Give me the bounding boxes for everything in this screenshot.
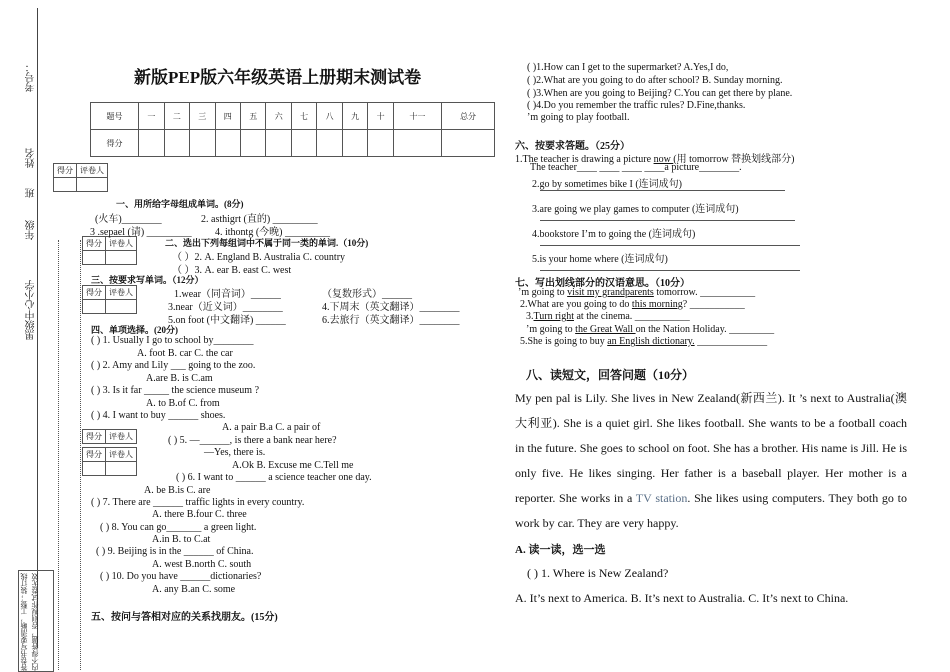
s7-2-underlined: this morning (631, 299, 683, 310)
score-cell[interactable] (190, 130, 215, 157)
q10-options: A. any B.an C. some (152, 584, 236, 595)
section-5-title: 五、按问与答相对应的关系找朋友。(15分) (91, 612, 278, 623)
section-7-title: 七、写出划线部分的汉语意思。（10分） (515, 278, 690, 289)
score-header: 五 (240, 103, 265, 130)
match-2: ( )2.What are you going to do after school? B. Sunday morning. (527, 75, 783, 86)
margin-ban: 班 (26, 188, 37, 198)
grader-name-cell[interactable] (106, 251, 137, 265)
section-2-title: 二、选出下列每组词中不属于同一类的单词.（10分) (165, 238, 369, 248)
q4: ( ) 4. I want to buy ______ shoes. (91, 410, 226, 421)
q9: ( ) 9. Beijing is in the ______ of China. (96, 546, 254, 557)
answer-line[interactable] (540, 270, 800, 271)
q9-options: A. west B.north C. south (152, 559, 252, 570)
s7-1-a: ’m going to (518, 287, 568, 298)
s7-1-b: tomorrow. ___________ (653, 287, 756, 298)
score-table (90, 102, 495, 157)
part-a-q1: ( ) 1. Where is New Zealand? (527, 566, 669, 580)
s7-1-underlined: visit my grandparents (567, 287, 654, 298)
s3-line1b: （复数形式）______ (322, 289, 412, 300)
grader-name-label: 评卷人 (77, 164, 108, 178)
grader-score-label: 得分 (83, 286, 106, 300)
score-cell[interactable] (139, 130, 164, 157)
s1-line2a: 3 .sepael (请) _________ (90, 227, 192, 238)
grader-name-cell[interactable] (106, 300, 137, 314)
score-cell[interactable] (393, 130, 441, 157)
s7-4-b: on the Nation Holiday. _________ (635, 324, 775, 335)
score-cell[interactable] (266, 130, 291, 157)
section-1-title: 一、用所给字母组成单词。(8分) (116, 199, 244, 209)
q8-options: A.in B. to C.at (152, 534, 211, 545)
score-cell[interactable] (164, 130, 189, 157)
q10: ( ) 10. Do you have ______dictionaries? (100, 571, 262, 582)
s6-q4: 4.bookstore I’m to going the (连词成句) (532, 229, 696, 240)
score-header: 九 (342, 103, 367, 130)
grader-box (82, 429, 137, 444)
grader-score-label: 得分 (83, 237, 106, 251)
score-cell[interactable] (240, 130, 265, 157)
grader-score-label: 得分 (54, 164, 77, 178)
passage-tv-station: TV station (635, 491, 688, 505)
q7: ( ) 7. There are ______ traffic lights in every country. (91, 497, 305, 508)
grader-name-cell[interactable] (77, 178, 108, 192)
section-8-title: 八、读短文，回答问题（10分） (526, 368, 695, 382)
s7-5-b: ______________ (694, 336, 768, 347)
score-header: 一 (139, 103, 164, 130)
margin-nianji: 年级 (26, 220, 37, 240)
answer-line[interactable] (540, 220, 795, 221)
score-header: 三 (190, 103, 215, 130)
s6-q3: 3.are going we play games to computer (连词成句) (532, 204, 739, 215)
score-header: 八 (317, 103, 342, 130)
s7-2 (520, 299, 745, 310)
part-a-title: A. 读一读，选一选 (515, 544, 606, 556)
s6-q1-answer: The teacher____ ____ ____ ____a picture________. (530, 162, 742, 173)
score-cell[interactable] (215, 130, 240, 157)
s6-q1-text: 1.The teacher is drawing a picture (515, 154, 654, 165)
s6-q1-underlined: now (653, 154, 674, 165)
part-a-q1-options: A. It’s next to America. B. It’s next to Australia. C. It’s next to China. (515, 591, 849, 605)
match-3: ( )3.When are you going to Beijing? C.You can get there by plane. (527, 88, 793, 99)
q2: ( ) 2. Amy and Lily ___ going to the zoo. (91, 360, 256, 371)
score-cell[interactable] (442, 130, 495, 157)
q7-options: A. there B.four C. three (152, 509, 247, 520)
s3-line2b: 4.下周末（英文翻译）________ (322, 302, 460, 313)
score-cell[interactable] (368, 130, 393, 157)
s7-3-b: at the cinema. ___________ (573, 311, 690, 322)
score-header: 二 (164, 103, 189, 130)
reading-passage (515, 386, 907, 536)
s3-line3a: 5.on foot (中文翻译) ______ (168, 315, 286, 326)
score-header: 七 (291, 103, 316, 130)
q3-options: A. to B.of C. from (146, 398, 220, 409)
grader-name-label: 评卷人 (106, 286, 137, 300)
q1: ( ) 1. Usually I go to school by________ (91, 335, 254, 346)
s1-line1a: (火车)________ (95, 214, 162, 225)
margin-school: 黑级中心小学 (26, 280, 37, 340)
s6-q1-instruction: (用 tomorrow 替换划线部分) (673, 154, 795, 165)
margin-notice: 答卷书写要清晰，工整；装订线内不得答题，否则视作试卷无效 (18, 570, 54, 672)
q5: ( ) 5. —______, is there a bank near here? (168, 435, 337, 446)
s3-line1a: 1.wear（同音词）______ (174, 289, 281, 300)
s2-q3: （ ）3. A. ear B. east C. west (172, 265, 292, 276)
s7-4-a: ’m going to (526, 324, 576, 335)
passage-text-end: . She likes using computers. They both go to work by car. They are very happy. (515, 491, 908, 530)
s1-line2b: 4. ithontg (今晚) _________ (215, 227, 330, 238)
s7-4 (526, 324, 774, 335)
match-1: ( )1.How can I get to the supermarket? A.Yes,I do, (527, 62, 729, 73)
s7-3 (526, 311, 690, 322)
s7-2-b: ? ___________ (682, 299, 745, 310)
page-title: 新版PEP版六年级英语上册期末测试卷 (134, 68, 422, 87)
s7-3-underlined: Turn right (533, 311, 574, 322)
q5-response: —Yes, there is. (204, 447, 266, 458)
binding-dotted-line-2 (80, 240, 81, 670)
s7-3-a: 3. (526, 311, 534, 322)
section-4-title: 四、单项选择。(20分) (91, 325, 178, 335)
q3: ( ) 3. Is it far _____ the science museum ? (91, 385, 260, 396)
score-header: 题号 (91, 103, 139, 130)
grader-score-cell[interactable] (83, 251, 106, 265)
binding-dotted-line (58, 240, 59, 670)
q5-options: A.Ok B. Excuse me C.Tell me (232, 460, 354, 471)
s7-5-a: 5.She is going to buy (520, 336, 608, 347)
match-5: ’m going to play football. (527, 112, 630, 123)
s6-q5: 5.is your home where (连词成句) (532, 254, 668, 265)
score-cell[interactable] (342, 130, 367, 157)
grader-name-label: 评卷人 (106, 430, 137, 444)
score-header: 四 (215, 103, 240, 130)
grader-box (82, 285, 137, 314)
answer-line[interactable] (540, 190, 785, 191)
s7-2-a: 2.What are you going to do (520, 299, 632, 310)
grader-box (82, 236, 137, 265)
q2-options: A.are B. is C.am (146, 373, 213, 384)
s7-5-underlined: an English dictionary. (607, 336, 695, 347)
grader-score-cell[interactable] (83, 300, 106, 314)
score-header: 总分 (442, 103, 495, 130)
match-4: ( )4.Do you remember the traffic rules? D.Fine,thanks. (527, 100, 746, 111)
s7-4-underlined: the Great Wall (575, 324, 636, 335)
s6-q2: 2.go by sometimes bike I (连词成句) (532, 179, 682, 190)
passage-text: My pen pal is Lily. She lives in New Zealand(新西兰). It ’s next to Australia(澳大利亚). She is a quiet girl. She likes football. She wants to be a football coach in the future. She goes to school on foot. She has a brother. His name is Jill. He is only five. He likes singing. Her father is a baseball player. Her mother is a reporter. She works in a (515, 391, 907, 505)
grader-score-label: 得分 (83, 430, 106, 444)
score-header: 十一 (393, 103, 441, 130)
section-6-title: 六、按要求答题。（25分） (515, 141, 630, 152)
score-table-score-row (91, 130, 495, 157)
grader-score-label: 得分 (83, 448, 106, 462)
s2-q2: （ ）2. A. England B. Australia C. country (172, 252, 346, 263)
score-cell[interactable] (291, 130, 316, 157)
grader-score-cell[interactable] (83, 462, 106, 476)
grader-name-label: 评卷人 (106, 448, 137, 462)
margin-kaohao: 考号： (26, 62, 37, 92)
score-header: 六 (266, 103, 291, 130)
grader-box (82, 447, 137, 476)
grader-name-label: 评卷人 (106, 237, 137, 251)
score-row-label: 得分 (91, 130, 139, 157)
s7-5 (520, 336, 767, 347)
score-header: 十 (368, 103, 393, 130)
q6-options: A. be B.is C. are (144, 485, 211, 496)
grader-box (53, 163, 108, 192)
s1-line1b: 2. asthigrt (直的) _________ (201, 214, 318, 225)
q8: ( ) 8. You can go_______ a green light. (100, 522, 257, 533)
grader-score-cell[interactable] (54, 178, 77, 192)
score-cell[interactable] (317, 130, 342, 157)
answer-line[interactable] (540, 245, 800, 246)
q1-options: A. foot B. car C. the car (137, 348, 233, 359)
score-table-header-row (91, 103, 495, 130)
s3-line2a: 3.near（近义词）________ (168, 302, 283, 313)
s3-line3b: 6.去旅行（英文翻译）________ (322, 315, 460, 326)
margin-xingming: 姓名 (26, 148, 37, 168)
grader-name-cell[interactable] (106, 462, 137, 476)
q4-options: A. a pair B.a C. a pair of (222, 422, 321, 433)
section-3-title: 三、按要求写单词。（12分） (91, 275, 204, 285)
s7-1 (518, 287, 755, 298)
q6: ( ) 6. I want to ______ a science teacher one day. (176, 472, 372, 483)
